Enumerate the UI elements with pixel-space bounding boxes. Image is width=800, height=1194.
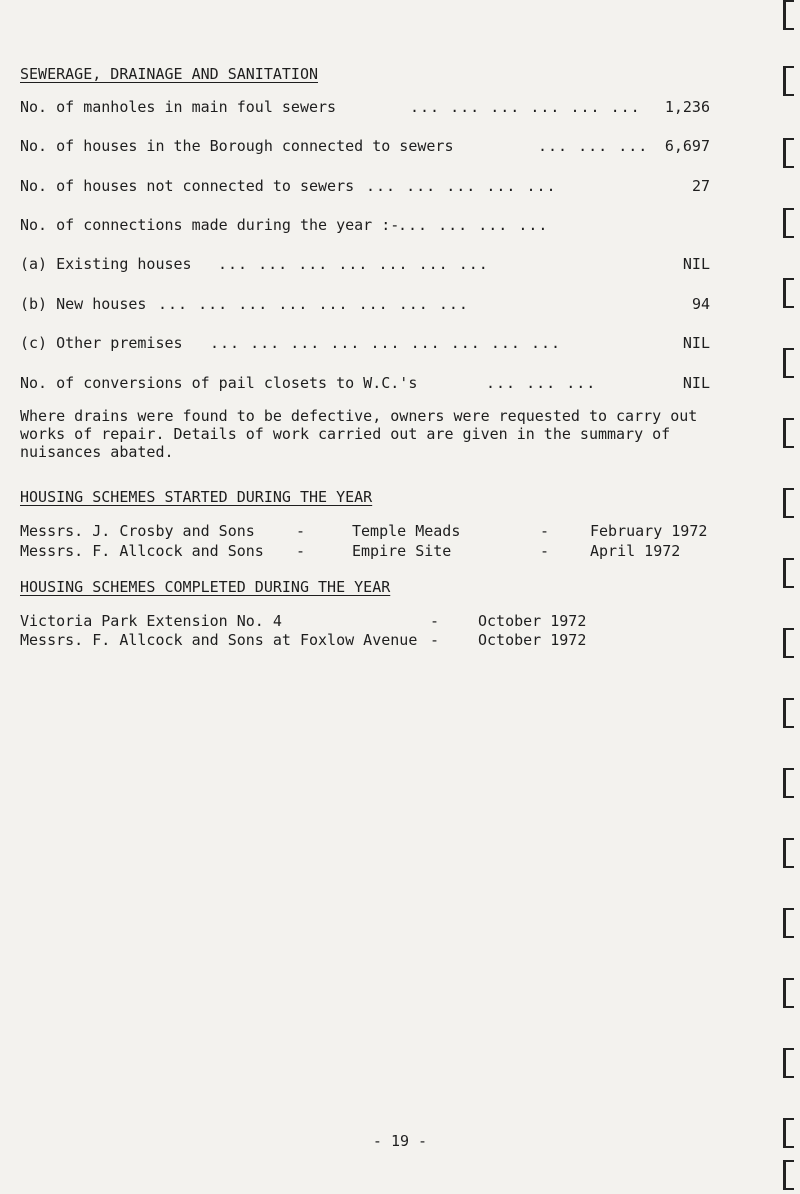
stat-value: NIL <box>682 334 710 352</box>
dash: - <box>430 631 440 649</box>
binding-mark <box>783 1118 794 1148</box>
stat-value: 27 <box>691 177 710 195</box>
leader-dots: ... ... ... <box>486 374 597 392</box>
binding-mark <box>783 418 794 448</box>
completion-date: October 1972 <box>478 631 587 649</box>
leader-dots: ... ... ... ... ... ... ... ... <box>158 295 469 313</box>
stat-label: No. of manholes in main foul sewers <box>20 98 337 116</box>
dash: - <box>296 522 306 540</box>
site-name: Empire Site <box>352 542 452 560</box>
binding-mark <box>783 768 794 798</box>
stat-row <box>20 98 710 118</box>
scheme-row <box>20 612 740 630</box>
builder-name: Messrs. F. Allcock and Sons <box>20 542 264 560</box>
binding-mark <box>783 978 794 1008</box>
binding-mark <box>783 628 794 658</box>
binding-mark <box>783 0 794 30</box>
stat-value: 6,697 <box>664 137 710 155</box>
dash: - <box>296 542 306 560</box>
scheme-row <box>20 542 740 560</box>
binding-mark <box>783 698 794 728</box>
stat-label: No. of connections made during the year :- <box>20 216 400 234</box>
binding-mark <box>783 558 794 588</box>
site-name: Temple Meads <box>352 522 461 540</box>
binding-mark <box>783 66 794 96</box>
binding-mark <box>783 208 794 238</box>
binding-mark <box>783 838 794 868</box>
builder-name: Messrs. J. Crosby and Sons <box>20 522 255 540</box>
scheme-row <box>20 522 740 540</box>
dash: - <box>540 542 550 560</box>
leader-dots: ... ... ... ... ... ... ... <box>218 255 489 273</box>
dash: - <box>430 612 440 630</box>
stat-label: No. of houses in the Borough connected to sewers <box>20 137 454 155</box>
schemes-started-heading: HOUSING SCHEMES STARTED DURING THE YEAR <box>20 488 373 506</box>
completion-date: October 1972 <box>478 612 587 630</box>
stat-value: 94 <box>691 295 710 313</box>
leader-dots: ... ... ... ... ... ... ... ... ... <box>210 334 562 352</box>
stat-row <box>20 295 710 315</box>
stat-value: NIL <box>682 374 710 392</box>
stat-label: (b) New houses <box>20 295 147 313</box>
schemes-completed-heading: HOUSING SCHEMES COMPLETED DURING THE YEAR <box>20 578 391 596</box>
page-number: - 19 - <box>372 1132 428 1150</box>
stat-row <box>20 374 710 394</box>
stat-label: No. of houses not connected to sewers <box>20 177 355 195</box>
dash: - <box>540 522 550 540</box>
binding-mark <box>783 488 794 518</box>
scheme-row <box>20 631 740 649</box>
leader-dots: ... ... ... <box>538 137 649 155</box>
start-date: February 1972 <box>590 522 708 540</box>
stat-label: (a) Existing houses <box>20 255 192 273</box>
binding-mark <box>783 1160 794 1190</box>
binding-mark <box>783 348 794 378</box>
stat-row <box>20 137 710 157</box>
binding-mark <box>783 908 794 938</box>
stat-label: (c) Other premises <box>20 334 183 352</box>
scheme-name: Victoria Park Extension No. 4 <box>20 612 282 630</box>
stat-label: No. of conversions of pail closets to W.C.'s <box>20 374 418 392</box>
leader-dots: ... ... ... ... ... <box>366 177 557 195</box>
leader-dots: ... ... ... ... ... ... <box>410 98 641 116</box>
binding-mark <box>783 138 794 168</box>
stat-row <box>20 177 710 197</box>
leader-dots: ... ... ... ... <box>398 216 549 234</box>
stat-row <box>20 255 710 275</box>
binding-mark <box>783 278 794 308</box>
binding-mark <box>783 1048 794 1078</box>
stat-row <box>20 334 710 354</box>
sewerage-heading: SEWERAGE, DRAINAGE AND SANITATION <box>20 65 319 83</box>
start-date: April 1972 <box>590 542 681 560</box>
defective-drains-paragraph: Where drains were found to be defective, owners were requested to carry out works of repair. Details of work carried out are given in the summary of nuisances abated. <box>20 407 698 461</box>
stat-value: NIL <box>682 255 710 273</box>
stat-row <box>20 216 710 236</box>
scheme-name: Messrs. F. Allcock and Sons at Foxlow Avenue <box>20 631 418 649</box>
stat-value: 1,236 <box>664 98 710 116</box>
